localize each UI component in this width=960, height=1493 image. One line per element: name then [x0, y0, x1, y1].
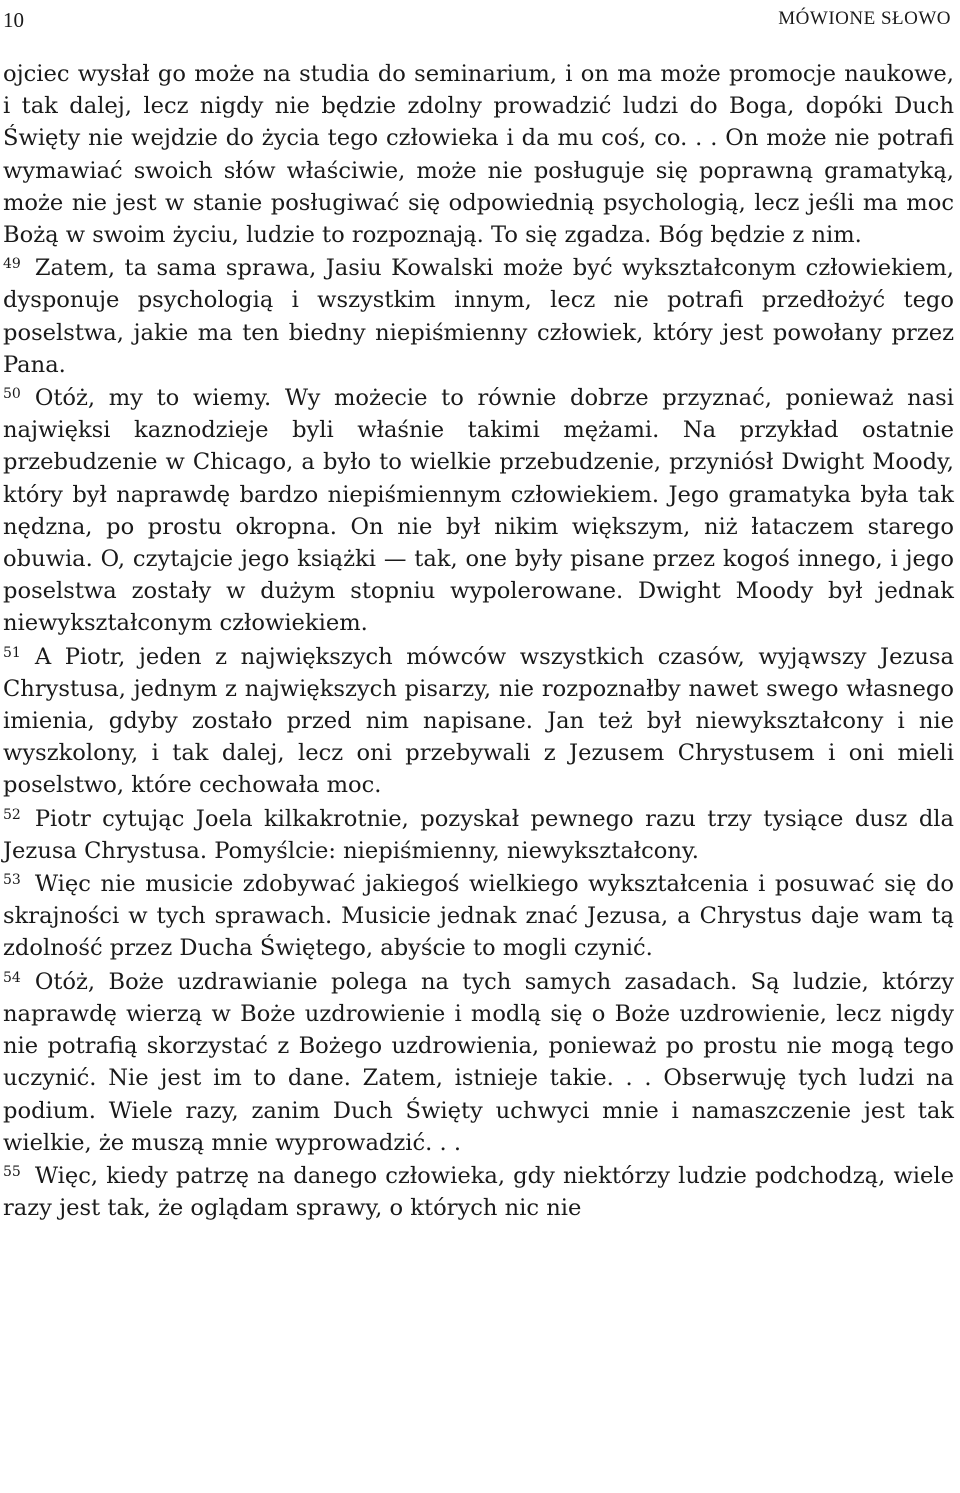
paragraph-number: 54	[3, 969, 21, 986]
paragraph-number: 55	[3, 1163, 21, 1180]
paragraph-text: Więc nie musicie zdobywać jakiegoś wielkiego wykształcenia i posuwać się do skrajności w tych sprawach. Musicie jednak znać Jezusa, a Chrystus daje wam tą zdolność przez Ducha Świętego, abyście to mogli czynić.	[3, 871, 954, 962]
paragraph-number: 52	[3, 806, 21, 823]
paragraph-text: ojciec wysłał go może na studia do seminarium, i on ma może promocje naukowe, i tak dalej, lecz nigdy nie będzie zdolny prowadzić ludzi do Boga, dopóki Duch Święty nie wejdzie do życia tego człowieka i da mu coś, co. . . On może nie potrafi wymawiać swoich słów właściwie, może nie posługuje się poprawną gramatyką, może nie jest w stanie posługiwać się odpowiednią psychologią, lecz jeśli ma moc Bożą w swoim życiu, ludzie to rozpoznają. To się zgadza. Bóg będzie z nim.	[3, 61, 954, 249]
running-header	[3, 0, 954, 40]
paragraph	[3, 803, 954, 867]
paragraph	[3, 252, 954, 381]
paragraph-text: Zatem, ta sama sprawa, Jasiu Kowalski może być wykształconym człowiekiem, dysponuje psychologią i wszystkim innym, lecz nie potrafi przedłożyć tego poselstwa, jakie ma ten biedny niepiśmienny człowiek, który jest powołany przez Pana.	[3, 255, 954, 378]
paragraph-text: Więc, kiedy patrzę na danego człowieka, gdy niektórzy ludzie podchodzą, wiele razy jest tak, że oglądam sprawy, o których nic nie	[3, 1162, 954, 1222]
paragraph-number: 51	[3, 644, 21, 661]
paragraph	[3, 1160, 954, 1224]
paragraph-number: 50	[3, 386, 21, 403]
running-title: MÓWIONE SŁOWO	[778, 8, 951, 29]
paragraph	[3, 868, 954, 965]
paragraph-text: A Piotr, jeden z największych mówców wszystkich czasów, wyjąwszy Jezusa Chrystusa, jednym z największych pisarzy, nie rozpoznałby nawet swego własnego imienia, gdyby zostało przed nim napisane. Jan też był niewykształcony i nie wyszkolony, i tak dalej, lecz oni przebywali z Jezusem Chrystusem i oni mieli poselstwo, które cechowała moc.	[3, 643, 954, 799]
paragraph-number: 53	[3, 872, 21, 889]
paragraph	[3, 641, 954, 802]
paragraph-text: Otóż, Boże uzdrawianie polega na tych samych zasadach. Są ludzie, którzy naprawdę wierzą w Boże uzdrowienie i modlą się o Boże uzdrowienie, lecz nigdy nie potrafią skorzystać z Bożego uzdrowienia, ponieważ po prostu nie mogą tego uczynić. Nie jest im to dane. Zatem, istnieje takie. . . Obserwuję tych ludzi na podium. Wiele razy, zanim Duch Święty uchwyci mnie i namaszczenie jest tak wielkie, że muszą mnie wyprowadzić. . .	[3, 968, 954, 1156]
paragraph	[3, 966, 954, 1159]
page-number: 10	[3, 8, 24, 32]
paragraph-text: Piotr cytując Joela kilkakrotnie, pozyskał pewnego razu trzy tysiące dusz dla Jezusa Chrystusa. Pomyślcie: niepiśmienny, niewykształcony.	[3, 805, 954, 864]
paragraph-text: Otóż, my to wiemy. Wy możecie to równie dobrze przyznać, ponieważ nasi najwięksi kaznodzieje byli właśnie takimi mężami. Na przykład ostatnie przebudzenie w Chicago, a było to wielkie przebudzenie, przyniósł Dwight Moody, który był naprawdę bardzo niepiśmiennym człowiekiem. Jego gramatyka była tak nędzna, po prostu okropna. On nie był nikim większym, niż łataczem starego obuwia. O, czytajcie jego książki — tak, one były pisane przez kogoś innego, i jego poselstwa zostały w dużym stopniu wypolerowane. Dwight Moody był jednak niewykształconym człowiekiem.	[3, 385, 954, 637]
paragraph	[3, 382, 954, 640]
paragraph	[3, 58, 954, 251]
body-text	[3, 58, 954, 1224]
paragraph-number: 49	[3, 256, 21, 273]
